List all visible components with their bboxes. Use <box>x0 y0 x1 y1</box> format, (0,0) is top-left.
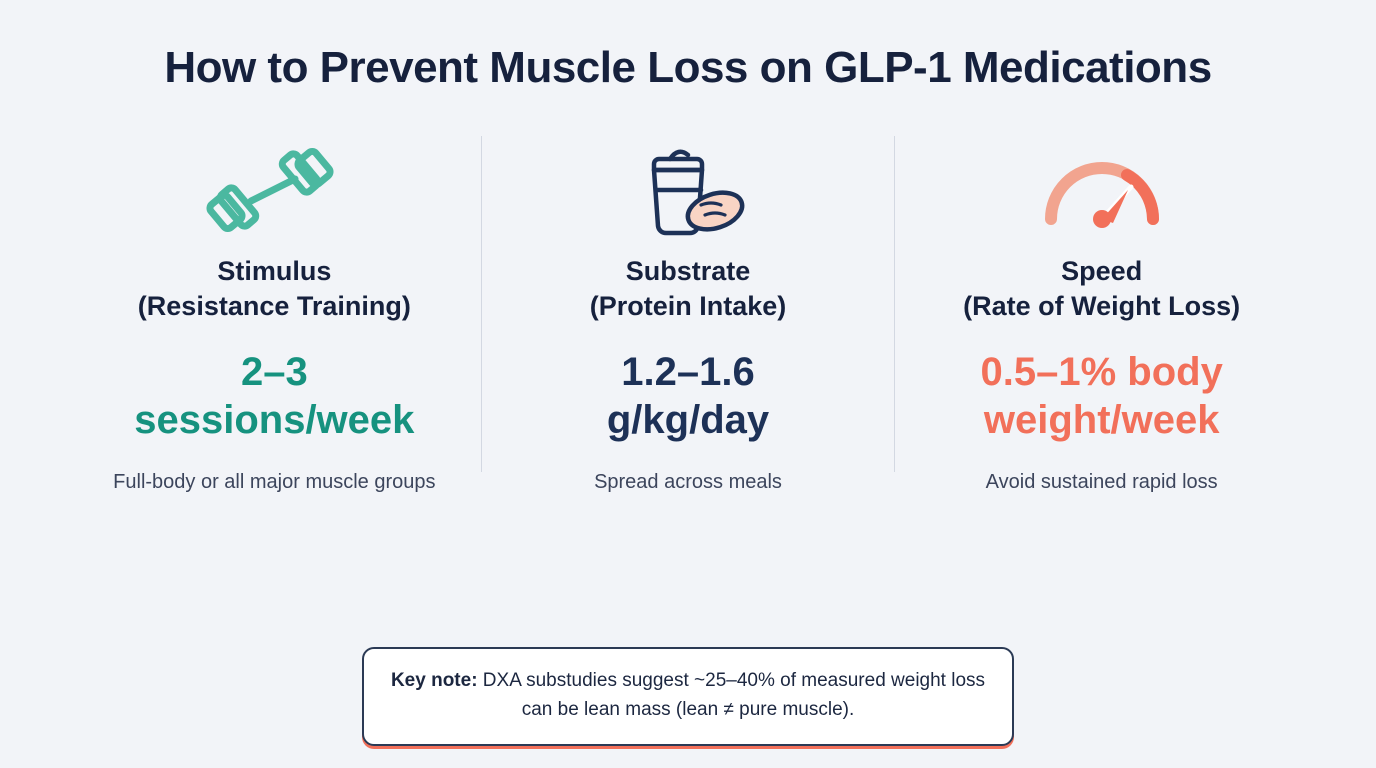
column-title <box>590 254 787 323</box>
column-title-line2: (Resistance Training) <box>137 290 411 321</box>
columns-container <box>68 130 1308 495</box>
key-note-text: DXA substudies suggest ~25–40% of measured weight loss can be lean mass (lean ≠ pure muscle). <box>477 670 986 720</box>
dumbbell-icon <box>199 130 349 250</box>
column-value-line2: weight/week <box>983 397 1220 442</box>
column-value-line1: 2–3 <box>240 350 308 395</box>
key-note-callout <box>362 647 1014 746</box>
page-title: How to Prevent Muscle Loss on GLP-1 Medications <box>164 43 1212 92</box>
column-note: Spread across meals <box>594 470 782 493</box>
column-substrate <box>482 130 895 495</box>
column-value <box>981 349 1223 443</box>
column-title <box>963 254 1240 323</box>
column-speed <box>895 130 1308 495</box>
column-note: Full-body or all major muscle groups <box>113 470 436 493</box>
protein-shaker-icon <box>613 130 763 250</box>
speed-gauge-icon <box>1027 130 1177 250</box>
column-title-line2: (Protein Intake) <box>589 290 787 321</box>
column-title <box>138 254 411 323</box>
column-value-line2: g/kg/day <box>606 397 770 442</box>
column-title-line1: Speed <box>1061 256 1143 287</box>
column-value-line1: 0.5–1% body <box>980 350 1223 395</box>
column-value-line1: 1.2–1.6 <box>621 350 755 395</box>
column-value <box>607 349 769 443</box>
column-title-line1: Substrate <box>625 256 751 287</box>
column-note: Avoid sustained rapid loss <box>985 470 1218 493</box>
column-title-line1: Stimulus <box>217 256 332 287</box>
key-note-label: Key note: <box>390 670 478 691</box>
column-value <box>134 349 414 443</box>
column-stimulus <box>68 130 481 495</box>
column-value-line2: sessions/week <box>134 397 415 442</box>
column-title-line2: (Rate of Weight Loss) <box>963 290 1241 321</box>
